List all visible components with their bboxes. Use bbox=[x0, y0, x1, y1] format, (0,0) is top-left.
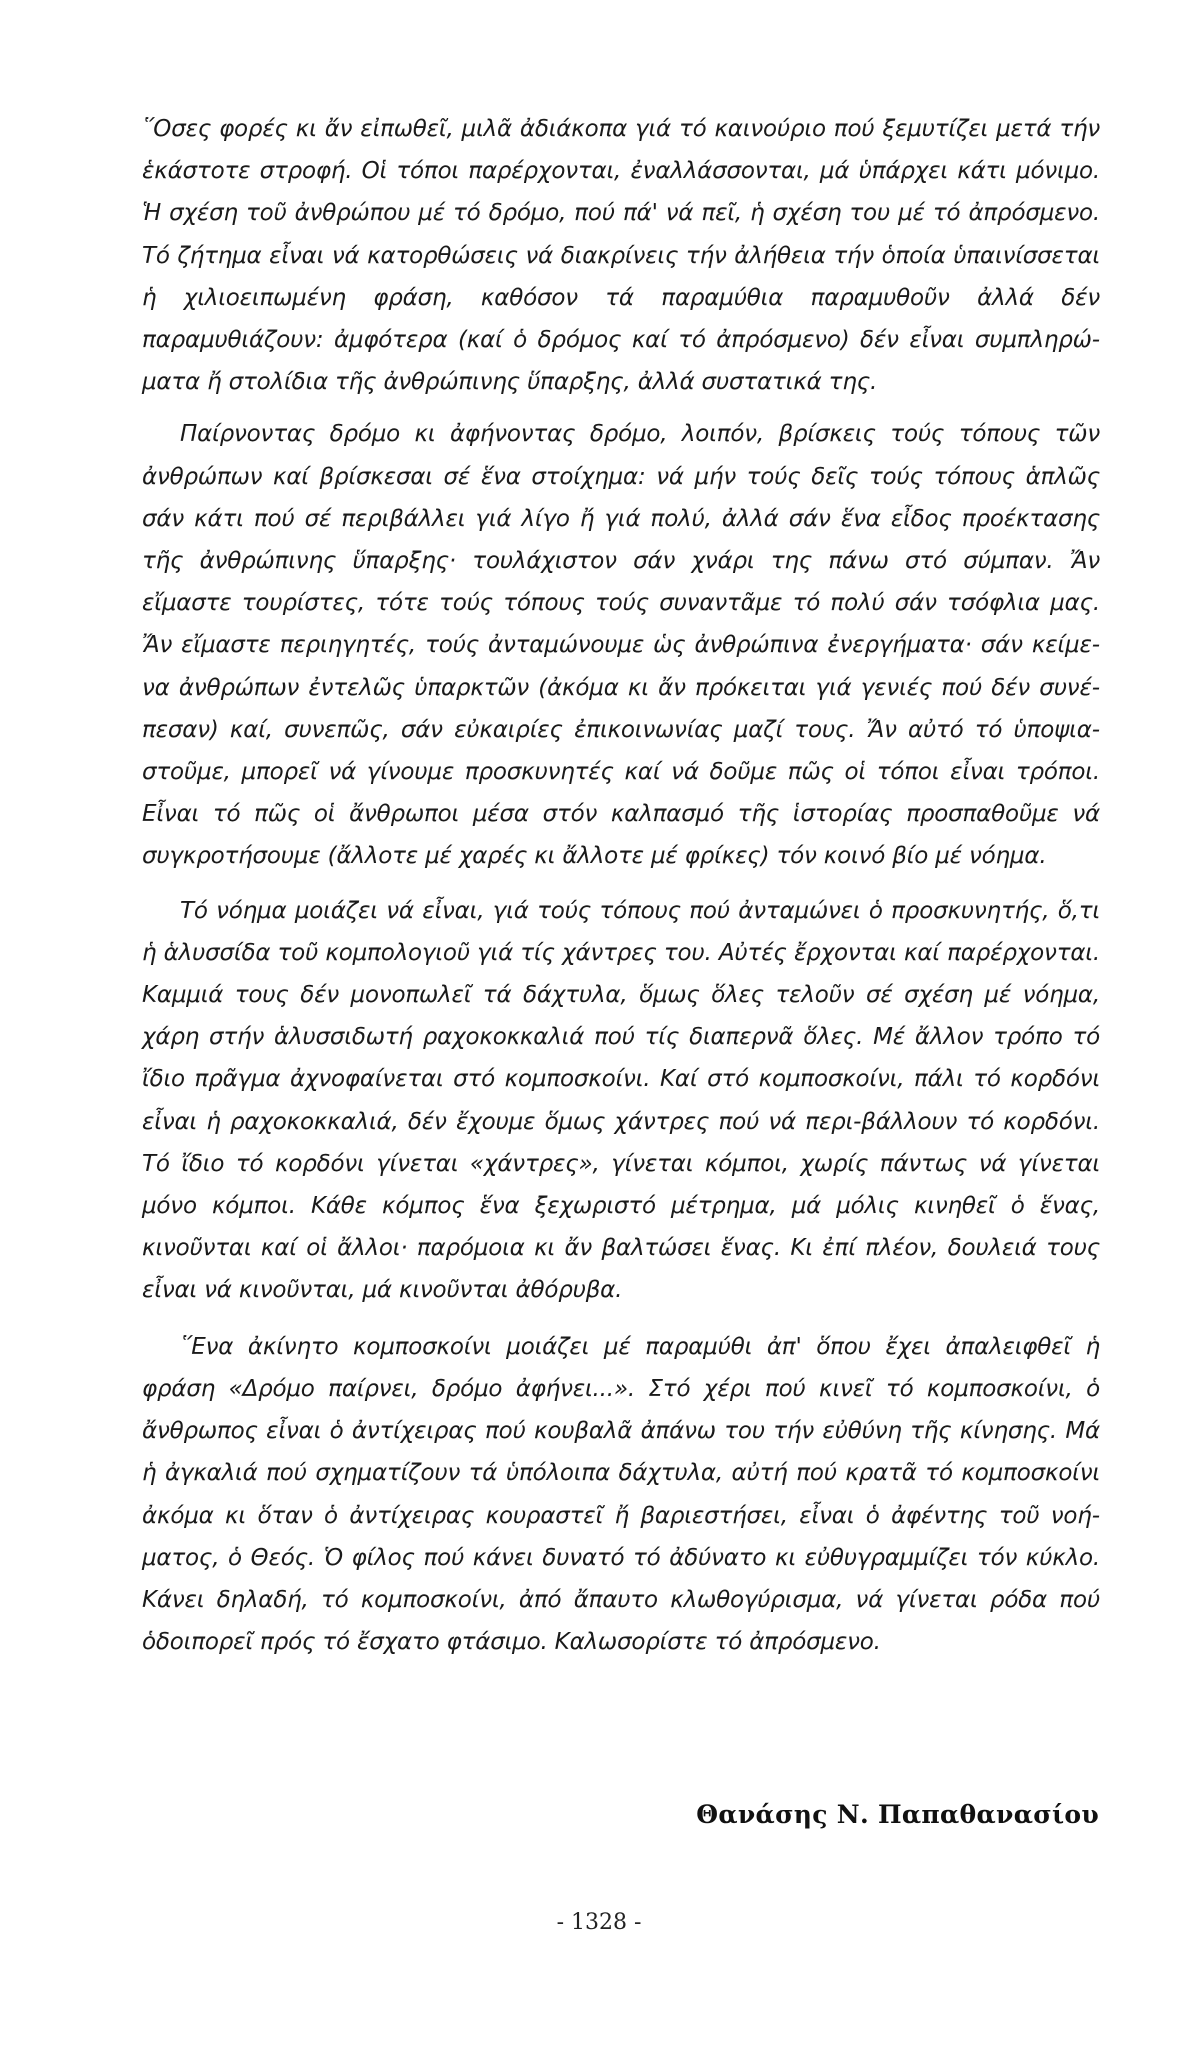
paragraph-4: ῞Ενα ἀκίνητο κομποσκοίνι μοιάζει μέ παραμύθι ἀπ' ὅπου ἔχει ἀπαλειφθεῖ ἡ φράση «Δρόμο παίρνει, δρόμο ἀφήνει...». Στό χέρι πού κινεῖ τό κομποσκοίνι, ὁ ἄνθρωπος εἶναι ὁ ἀντίχειρας πού κουβαλᾶ ἀπάνω του τήν εὐθύνη τῆς κίνησης. Μά ἡ ἀγκαλιά πού σχηματίζουν τά ὑπόλοιπα δάχτυλα, αὐτή πού κρατᾶ τό κομποσκοίνι ἀκόμα κι ὅταν ὁ ἀντίχειρας κουραστεῖ ἤ βαριεστήσει, εἶναι ὁ ἀφέντης τοῦ νοήματος, ὁ Θεός. Ὁ φίλος πού κάνει δυνατό τό ἀδύνατο κι εὐθυγραμμίζει τόν κύκλο. Κάνει δηλαδή, τό κομποσκοίνι, ἀπό ἄπαυτο κλωθογύρισμα, νά γίνεται ρόδα πού ὁδοιπορεῖ πρός τό ἔσχατο φτάσιμο. Καλωσορίστε τό ἀπρόσμενο. bbox=[142, 1333, 1100, 1656]
page-number: - 1328 - bbox=[556, 1910, 642, 1935]
author-signature: Θανάσης Ν. Παπαθανασίου bbox=[696, 1800, 1099, 1829]
paragraph-2: Παίρνοντας δρόμο κι ἀφήνοντας δρόμο, λοιπόν, βρίσκεις τούς τόπους τῶν ἀνθρώπων καί βρίσκεσαι σέ ἕνα στοίχημα: νά μήν τούς δεῖς τούς τόπους ἁπλῶς σάν κάτι πού σέ περιβάλλει γιά λίγο ἤ γιά πολύ, ἀλλά σάν ἕνα εἶδος προέκτασης τῆς ἀνθρώπινης ὕπαρξης· τουλάχιστον σάν χνάρι της πάνω στό σύμπαν. Ἄν εἴμαστε τουρίστες, τότε τούς τόπους τούς συναντᾶμε τό πολύ σάν τσόφλια μας. Ἄν εἴμαστε περιηγητές, τούς ἀνταμώνουμε ὡς ἀνθρώπινα ἐνεργήματα· σάν κείμενα ἀνθρώπων ἐντελῶς ὑπαρκτῶν (ἀκόμα κι ἄν πρόκειται γιά γενιές πού δέν συνέπεσαν) καί, συνεπῶς, σάν εὐκαιρίες ἐπικοινωνίας μαζί τους. Ἄν αὐτό τό ὑποψιαστοῦμε, μπορεῖ νά γίνουμε προσκυνητές καί νά δοῦμε πῶς οἱ τόποι εἶναι τρόποι. Εἶναι τό πῶς οἱ ἄνθρωποι μέσα στόν καλπασμό τῆς ἱστορίας προσπαθοῦμε νά συγκροτήσουμε (ἄλλοτε μέ χαρές κι ἄλλοτε μέ φρίκες) τόν κοινό βίο μέ νόημα. bbox=[142, 421, 1100, 870]
paragraph-3: Τό νόημα μοιάζει νά εἶναι, γιά τούς τόπους πού ἀνταμώνει ὁ προσκυνητής, ὅ,τι ἡ ἁλυσσίδα τοῦ κομπολογιοῦ γιά τίς χάντρες του. Αὐτές ἔρχονται καί παρέρχονται. Καμμιά τους δέν μονοπωλεῖ τά δάχτυλα, ὅμως ὅλες τελοῦν σέ σχέση μέ νόημα, χάρη στήν ἁλυσσιδωτή ραχοκοκκαλιά πού τίς διαπερνᾶ ὅλες. Μέ ἄλλον τρόπο τό ἴδιο πρᾶγμα ἀχνοφαίνεται στό κομποσκοίνι. Καί στό κομποσκοίνι, πάλι τό κορδόνι εἶναι ἡ ραχοκοκκαλιά, δέν ἔχουμε ὅμως χάντρες πού νά περι-βάλλουν τό κορδόνι. Τό ἴδιο τό κορδόνι γίνεται «χάντρες», γίνεται κόμποι, χωρίς πάντως νά γίνεται μόνο κόμποι. Κάθε κόμπος ἕνα ξεχωριστό μέτρημα, μά μόλις κινηθεῖ ὁ ἕνας, κινοῦνται καί οἱ ἄλλοι· παρόμοια κι ἄν βαλτώσει ἕνας. Κι ἐπί πλέον, δουλειά τους εἶναι νά κινοῦνται, μά κινοῦνται ἀθόρυβα. bbox=[142, 897, 1100, 1304]
paragraph-1: ῞Οσες φορές κι ἄν εἰπωθεῖ, μιλᾶ ἀδιάκοπα γιά τό καινούριο πού ξεμυτίζει μετά τήν ἑκάστοτε στροφή. Οἱ τόποι παρέρχονται, ἐναλλάσσονται, μά ὑπάρχει κάτι μόνιμο. Ἡ σχέση τοῦ ἀνθρώπου μέ τό δρόμο, πού πά' νά πεῖ, ἡ σχέση του μέ τό ἀπρόσμενο. Τό ζήτημα εἶναι νά κατορθώσεις νά διακρίνεις τήν ἀλήθεια τήν ὁποία ὑπαινίσσεται ἡ χιλιοειπωμένη φράση, καθόσον τά παραμύθια παραμυθοῦν ἀλλά δέν παραμυθιάζουν: ἀμφότερα (καί ὁ δρόμος καί τό ἀπρόσμενο) δέν εἶναι συμπληρώματα ἤ στολίδια τῆς ἀνθρώπινης ὕπαρξης, ἀλλά συστατικά της. bbox=[142, 116, 1100, 396]
article-body bbox=[142, 108, 1100, 1663]
